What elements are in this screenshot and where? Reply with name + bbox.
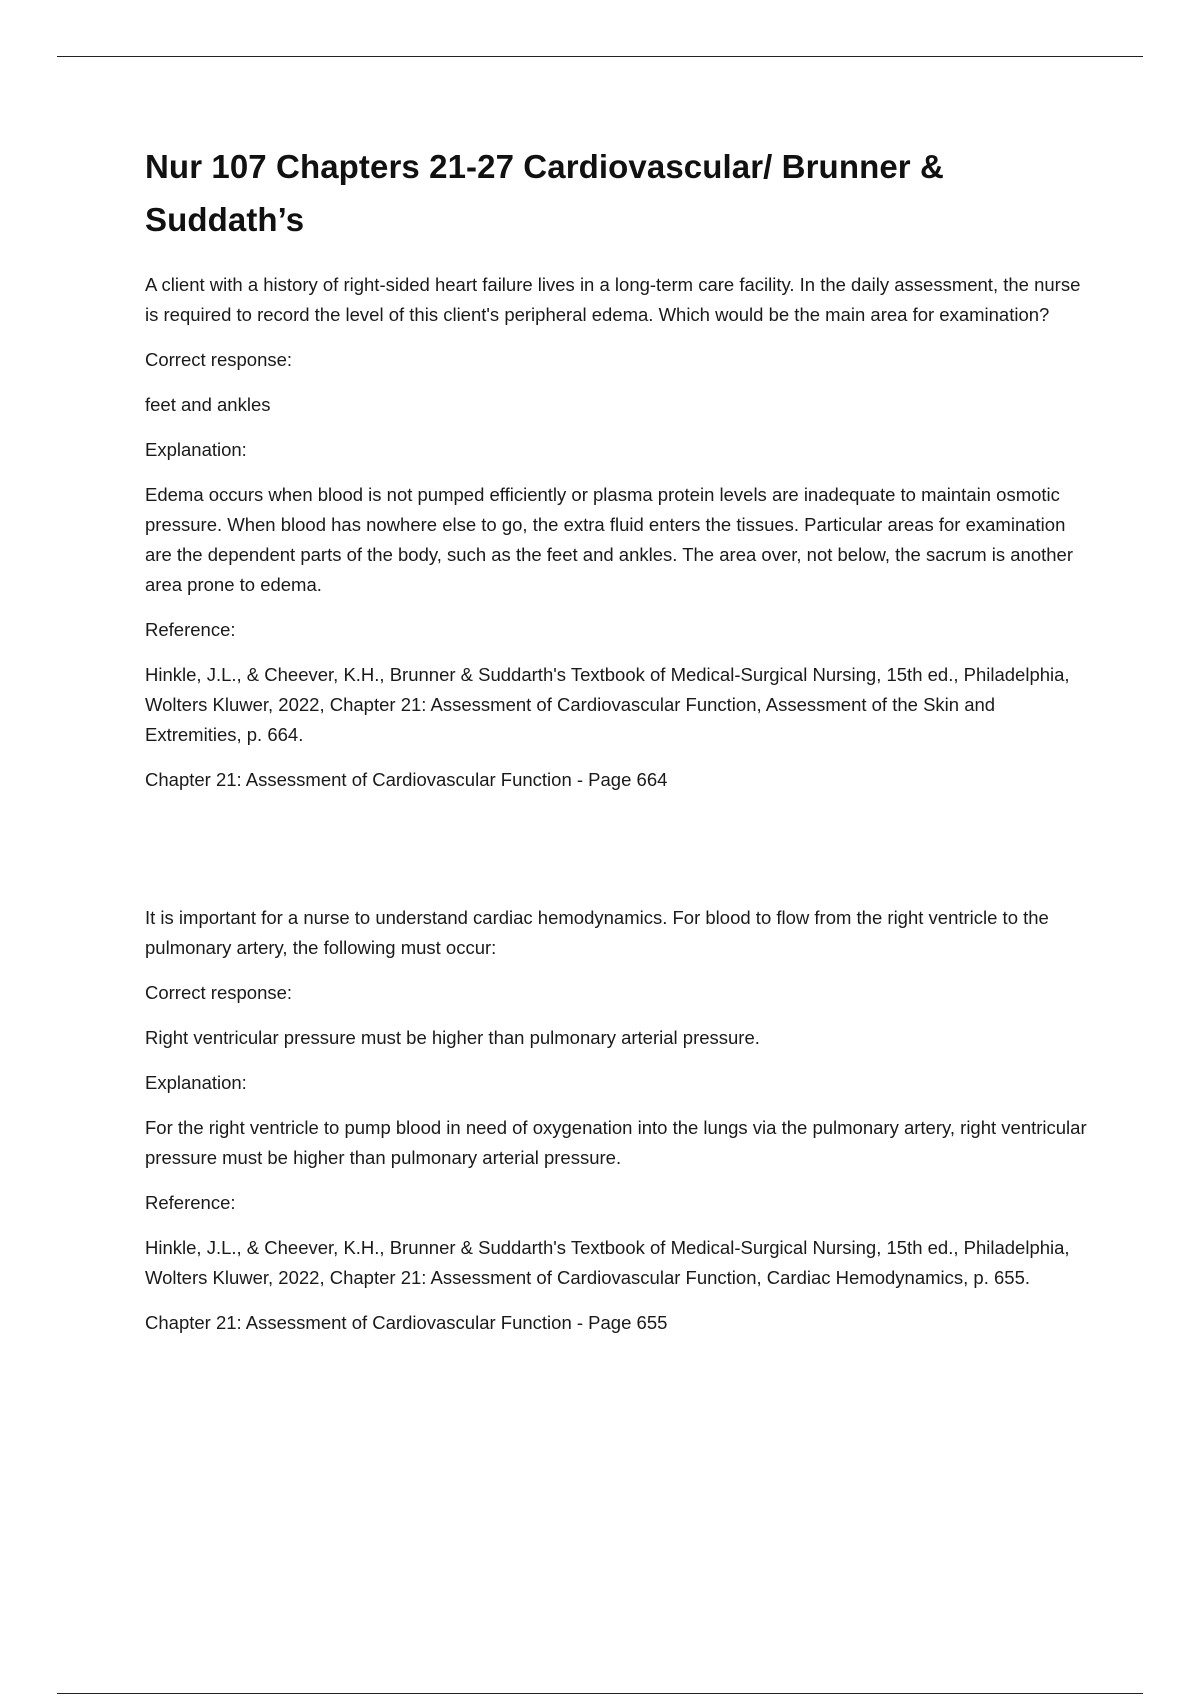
reference-label: Reference: [145, 619, 236, 640]
chapter-page: Chapter 21: Assessment of Cardiovascular Function - Page 655 [145, 1312, 668, 1333]
reference-label: Reference: [145, 1192, 236, 1213]
correct-response-answer: Right ventricular pressure must be higher than pulmonary arterial pressure. [145, 1027, 760, 1048]
question-text: It is important for a nurse to understand cardiac hemodynamics. For blood to flow from the right ventricle to the pulmonary artery, the following must occur: [145, 907, 1049, 958]
document-title: Nur 107 Chapters 21-27 Cardiovascular/ Brunner & Suddath’s [145, 148, 944, 238]
bottom-rule [57, 1693, 1143, 1694]
question-block-2 [145, 903, 1095, 1338]
explanation-label: Explanation: [145, 1072, 247, 1093]
explanation-label: Explanation: [145, 439, 247, 460]
explanation-text: Edema occurs when blood is not pumped efficiently or plasma protein levels are inadequate to maintain osmotic pressure. When blood has nowhere else to go, the extra fluid enters the tissues. Particular areas for examination are the dependent parts of the body, such as the feet and ankles. The area over, not below, the sacrum is another area prone to edema. [145, 484, 1073, 595]
document-body [145, 140, 1095, 1353]
correct-response-label: Correct response: [145, 982, 293, 1003]
explanation-text: For the right ventricle to pump blood in need of oxygenation into the lungs via the pulmonary artery, right ventricular pressure must be higher than pulmonary arterial pressure. [145, 1117, 1087, 1168]
top-rule [57, 56, 1143, 57]
correct-response-label: Correct response: [145, 349, 293, 370]
correct-response-answer: feet and ankles [145, 394, 271, 415]
chapter-page: Chapter 21: Assessment of Cardiovascular Function - Page 664 [145, 769, 668, 790]
question-text: A client with a history of right-sided heart failure lives in a long-term care facility. In the daily assessment, the nurse is required to record the level of this client's peripheral edema. Which would be the main area for examination? [145, 274, 1081, 325]
reference-text: Hinkle, J.L., & Cheever, K.H., Brunner & Suddarth's Textbook of Medical-Surgical Nursing, 15th ed., Philadelphia, Wolters Kluwer, 2022, Chapter 21: Assessment of Cardiovascular Function, Assessment of the Skin and Extremities, p. 664. [145, 664, 1070, 745]
reference-text: Hinkle, J.L., & Cheever, K.H., Brunner & Suddarth's Textbook of Medical-Surgical Nursing, 15th ed., Philadelphia, Wolters Kluwer, 2022, Chapter 21: Assessment of Cardiovascular Function, Cardiac Hemodynamics, p. 655. [145, 1237, 1070, 1288]
question-block-1 [145, 270, 1095, 795]
